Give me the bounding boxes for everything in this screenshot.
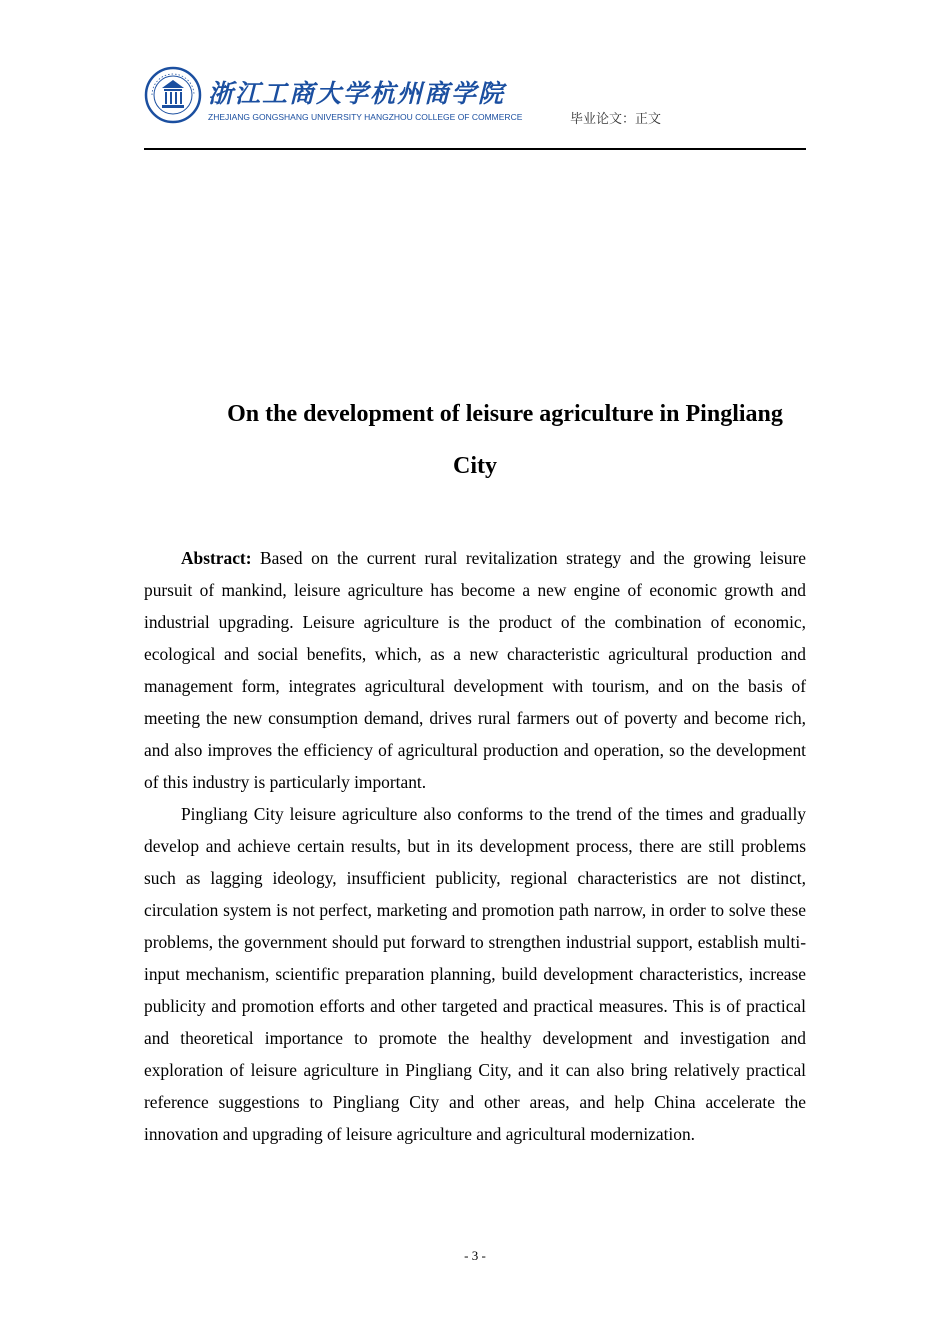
university-seal-icon bbox=[144, 66, 202, 124]
abstract-label: Abstract: bbox=[181, 548, 252, 568]
abstract-section bbox=[144, 542, 806, 1150]
page-header bbox=[144, 64, 806, 150]
abstract-paragraph-1 bbox=[144, 542, 806, 798]
paper-title-line-2: City bbox=[453, 453, 497, 479]
abstract-paragraph-1-text: Based on the current rural revitalization strategy and the growing leisure pursuit of mankind, leisure agriculture has become a new engine of economic growth and industrial upgrading. Leisure agriculture is the product of the combination of economic, ecological and social benefits, which, as a new characteristic agricultural production and management form, integrates agricultural development with tourism, and on the basis of meeting the new consumption demand, drives rural farmers out of poverty and become rich, and also improves the efficiency of agricultural production and operation, so the development of this industry is particularly important. bbox=[144, 548, 806, 792]
page-number: - 3 - bbox=[464, 1248, 486, 1263]
university-logo-chinese: 浙江工商大学杭州商学院 bbox=[208, 79, 506, 108]
abstract-paragraph-2: Pingliang City leisure agriculture also conforms to the trend of the times and gradually develop and achieve certain results, but in its development process, there are still problems such as lagging ideology, insufficient publicity, regional characteristics are not distinct, circulation system is not perfect, marketing and promotion path narrow, in order to solve these problems, the government should put forward to strengthen industrial support, establish multi-input mechanism, scientific preparation planning, build development characteristics, increase publicity and promotion efforts and other targeted and practical measures. This is of practical and theoretical importance to promote the healthy development and investigation and exploration of leisure agriculture in Pingliang City, and it can also bring relatively practical reference suggestions to Pingliang City and other areas, and help China accelerate the innovation and upgrading of leisure agriculture and agricultural modernization. bbox=[144, 804, 806, 1144]
university-logo-english: ZHEJIANG GONGSHANG UNIVERSITY HANGZHOU COLLEGE OF COMMERCE bbox=[208, 112, 523, 122]
paper-title bbox=[144, 388, 806, 492]
document-type-label: 毕业论文：正文 bbox=[570, 112, 662, 127]
paper-title-line-1: On the development of leisure agriculture in Pingliang bbox=[227, 401, 783, 427]
header-divider bbox=[144, 148, 806, 150]
